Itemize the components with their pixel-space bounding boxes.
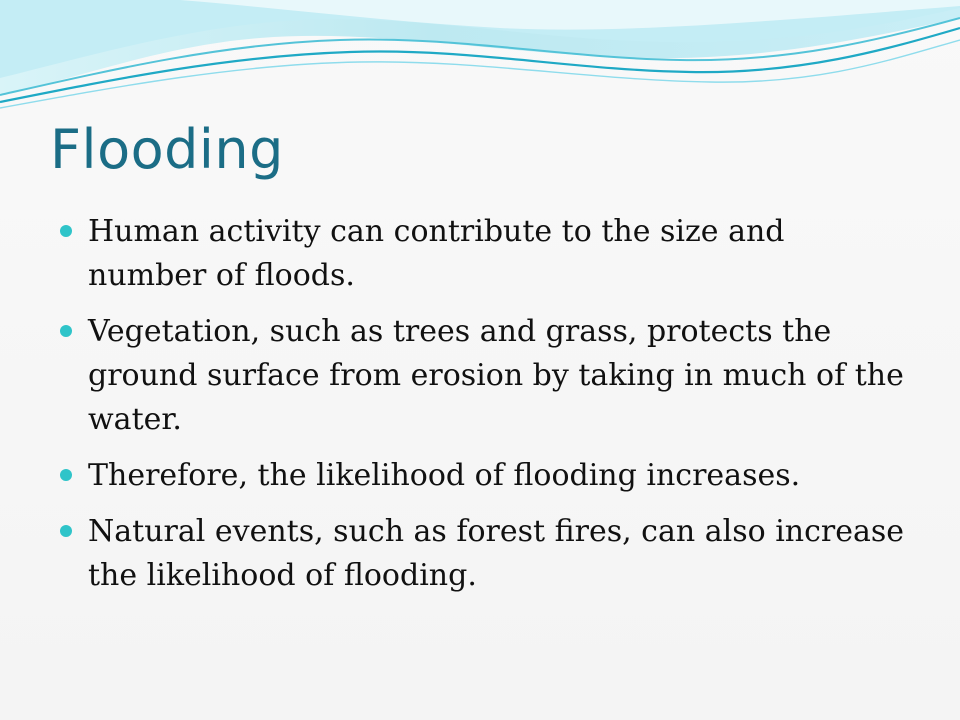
bullet-dot-icon (60, 325, 72, 337)
bullet-list (58, 210, 908, 610)
bullet-dot-icon (60, 525, 72, 537)
bullet-text: Natural events, such as forest fires, can also increase the likelihood of flooding. (88, 514, 905, 593)
bullet-item (58, 310, 908, 442)
slide-title: Flooding (50, 118, 284, 181)
decorative-wave-header (0, 0, 960, 120)
bullet-item (58, 454, 908, 498)
bullet-dot-icon (60, 225, 72, 237)
bullet-item (58, 210, 908, 298)
bullet-dot-icon (60, 469, 72, 481)
bullet-text: Vegetation, such as trees and grass, protects the ground surface from erosion by taking in much of the water. (88, 314, 904, 437)
bullet-text: Therefore, the likelihood of flooding increases. (88, 458, 801, 493)
bullet-item (58, 510, 908, 598)
bullet-text: Human activity can contribute to the size and number of floods. (88, 214, 785, 293)
